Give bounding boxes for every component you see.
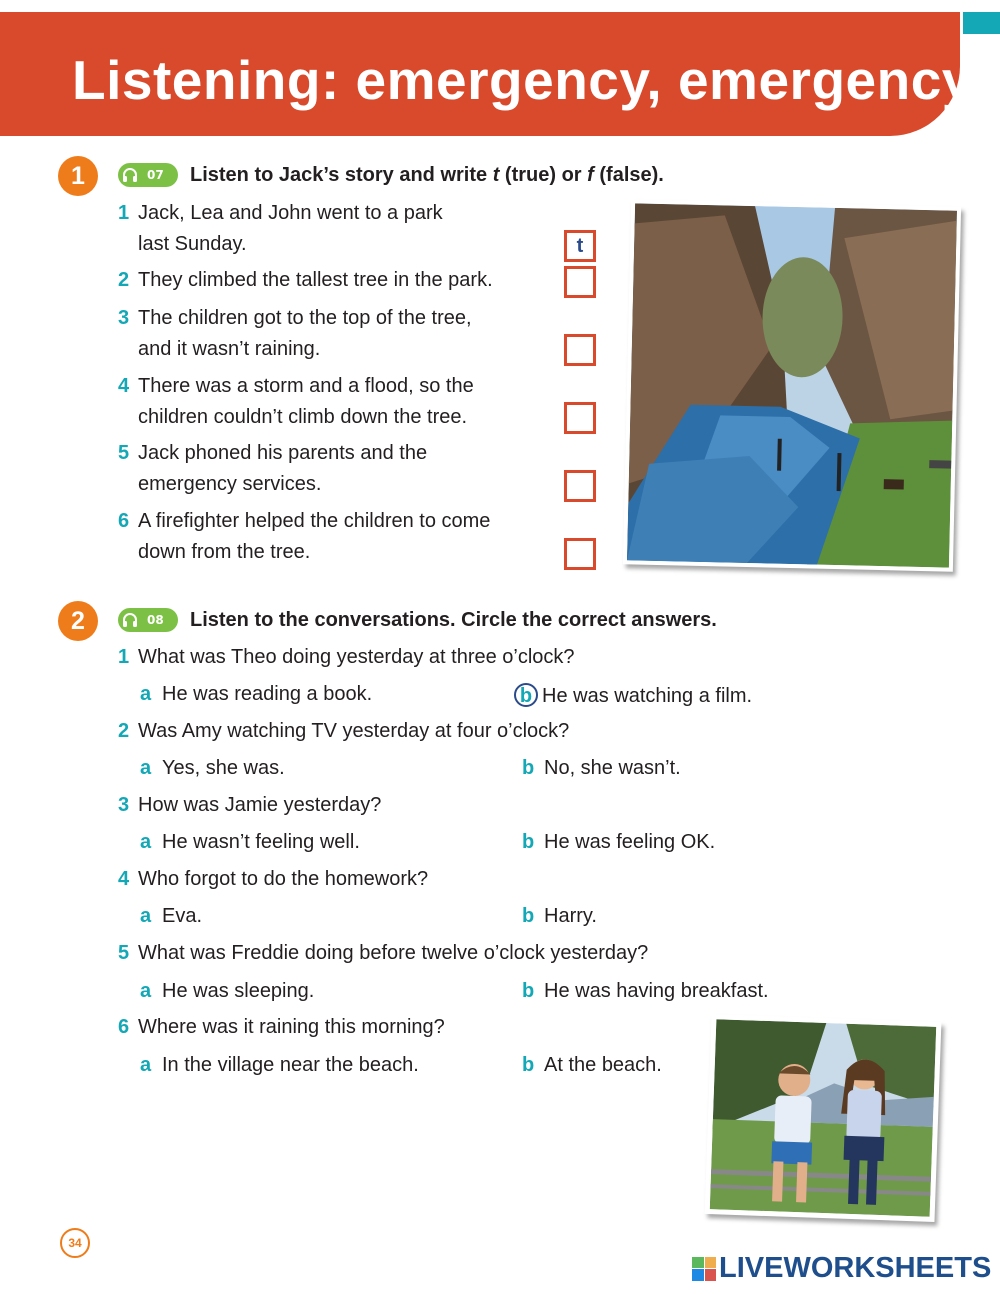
track-number: 08 [147,613,164,627]
exercise-1-instruction: Listen to Jack’s story and write t (true) or f (false). [190,164,664,186]
option-2a[interactable]: a Yes, she was. [140,757,285,779]
answer-box-2[interactable] [564,266,596,298]
brand-name: LIVEWORKSHEETS [719,1252,992,1284]
question-5: 5 What was Freddie doing before twelve o’clock yesterday? [118,942,649,964]
option-3a[interactable]: a He wasn’t feeling well. [140,831,360,853]
answer-box-4[interactable] [564,402,596,434]
question-1: 1 What was Theo doing yesterday at three o’clock? [118,646,575,668]
exercise-2-number: 2 [58,601,98,641]
option-5b[interactable]: b He was having breakfast. [522,980,769,1002]
question-6: 6 Where was it raining this morning? [118,1016,445,1038]
option-6a[interactable]: a In the village near the beach. [140,1054,419,1076]
option-1a[interactable]: a He was reading a book. [140,683,373,705]
answer-box-5[interactable] [564,470,596,502]
exercise-2-instruction: Listen to the conversations. Circle the correct answers. [190,609,717,631]
exercise-1-number: 1 [58,156,98,196]
children-photo [705,1014,942,1222]
audio-track-07[interactable] [118,163,178,187]
question-4: 4 Who forgot to do the homework? [118,868,429,890]
option-6b[interactable]: b At the beach. [522,1054,662,1076]
answer-box-3[interactable] [564,334,596,366]
question-3: 3 How was Jamie yesterday? [118,794,382,816]
liveworksheets-icon [692,1257,716,1281]
option-4b[interactable]: b Harry. [522,905,597,927]
headphones-icon [119,609,141,631]
track-number: 07 [147,168,164,182]
option-1b[interactable]: b He was watching a film. [520,683,752,708]
audio-track-08[interactable] [118,608,178,632]
page-number: 34 [60,1228,90,1258]
banner-accent [963,12,1000,34]
headphones-icon [119,164,141,186]
option-2b[interactable]: b No, she wasn’t. [522,757,681,779]
option-5a[interactable]: a He was sleeping. [140,980,315,1002]
answer-box-6[interactable] [564,538,596,570]
page-title: Listening: emergency, emergency! [72,49,992,111]
answer-box-1[interactable]: t [564,230,596,262]
option-3b[interactable]: b He was feeling OK. [522,831,716,853]
liveworksheets-logo[interactable] [692,1252,991,1285]
selected-circle: b [514,683,538,707]
flooded-park-photo [623,199,961,571]
question-2: 2 Was Amy watching TV yesterday at four o’clock? [118,720,570,742]
top-strip [0,0,1000,10]
option-4a[interactable]: a Eva. [140,905,203,927]
